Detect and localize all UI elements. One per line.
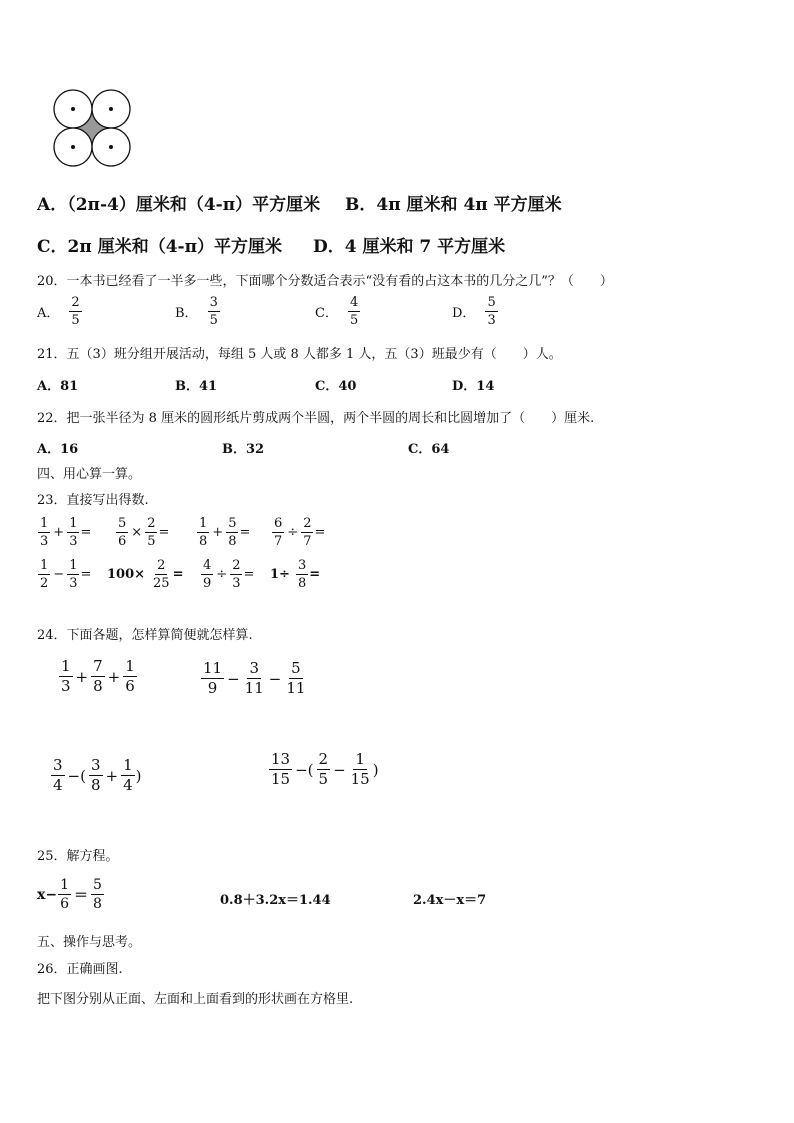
q20-option-c: C． $\frac{4}{5}$ — [315, 295, 359, 328]
q25-equation-3: 2.4x－x＝7 — [413, 893, 487, 908]
q21-option-b: B．41 — [175, 379, 218, 394]
q23-item-2: $\frac{5}{6}$ × $\frac{2}{5}$ = — [118, 516, 170, 549]
q26-instruction: 把下图分别从正面、左面和上面看到的形状画在方格里. — [37, 992, 354, 1007]
q26-text: 26．正确画图. — [37, 962, 123, 977]
q20-option-b: B． $\frac{3}{5}$ — [175, 295, 218, 328]
q24-expression-3: $\frac{3}{4}$ −( $\frac{3}{8}$ + $\frac{1}{4}$ ) — [53, 756, 142, 794]
q25-equation-2: 0.8＋3.2x＝1.44 — [220, 893, 331, 908]
q19-option-a: A．（2π-4）厘米和（4-π）平方厘米 — [37, 195, 321, 215]
q23-item-4: $\frac{6}{7}$ ÷ $\frac{2}{7}$ = — [274, 516, 326, 549]
section5-heading: 五、操作与思考。 — [37, 935, 142, 950]
four-circles-figure — [52, 90, 136, 172]
q23-item-3: $\frac{1}{8}$ + $\frac{5}{8}$ = — [199, 516, 251, 549]
q24-expression-1: $\frac{1}{3}$ + $\frac{7}{8}$ + $\frac{1}{6}$ — [61, 657, 135, 695]
q24-expression-2: $\frac{11}{9}$ − $\frac{3}{11}$ − $\frac{5}{11}$ — [203, 659, 306, 697]
q21-option-d: D．14 — [452, 379, 495, 394]
q25-text: 25．解方程。 — [37, 849, 119, 864]
q21-option-a: A．81 — [37, 379, 79, 394]
q21-text: 21．五（3）班分组开展活动，每组 5 人或 8 人都多 1 人，五（3）班最少有（ ）人。 — [37, 347, 562, 362]
q24-text: 24．下面各题，怎样算简便就怎样算. — [37, 628, 253, 643]
q22-option-b: B．32 — [222, 442, 265, 457]
q22-option-c: C．64 — [408, 442, 450, 457]
q23-item-1: $\frac{1}{3}$ + $\frac{1}{3}$ = — [40, 516, 92, 549]
q23-item-7: $\frac{4}{9}$ ÷ $\frac{2}{3}$ = — [203, 558, 255, 591]
q19-option-b: B．4π 厘米和 4π 平方厘米 — [345, 195, 562, 215]
q22-option-a: A．16 — [37, 442, 79, 457]
q19-option-d: D．4 厘米和 7 平方厘米 — [313, 237, 506, 257]
q23-item-8: 1÷ $\frac{3}{8}$ = — [270, 558, 321, 591]
q23-item-5: $\frac{1}{2}$ − $\frac{1}{3}$ = — [40, 558, 92, 591]
q21-option-c: C．40 — [315, 379, 357, 394]
q25-equation-1: x− $\frac{1}{6}$ ＝ $\frac{5}{8}$ — [37, 877, 102, 912]
q23-item-6: 100× $\frac{2}{25}$ = — [107, 558, 184, 591]
q20-text: 20．一本书已经看了一半多一些，下面哪个分数适合表示“没有看的占这本书的几分之几”？（ ） — [37, 274, 613, 289]
q19-option-c: C．2π 厘米和（4-π）平方厘米 — [37, 237, 283, 257]
section4-heading: 四、用心算一算。 — [37, 467, 142, 482]
q20-option-d: D． $\frac{5}{3}$ — [452, 295, 496, 328]
q22-text: 22．把一张半径为 8 厘米的圆形纸片剪成两个半圆，两个半圆的周长和比圆增加了（ ）厘米. — [37, 411, 595, 426]
q24-expression-4: $\frac{13}{15}$ −( $\frac{2}{5}$ − $\frac{1}{15}$ ) — [271, 750, 379, 788]
q23-text: 23．直接写出得数. — [37, 493, 149, 508]
q20-option-a: A． $\frac{2}{5}$ — [37, 295, 80, 328]
